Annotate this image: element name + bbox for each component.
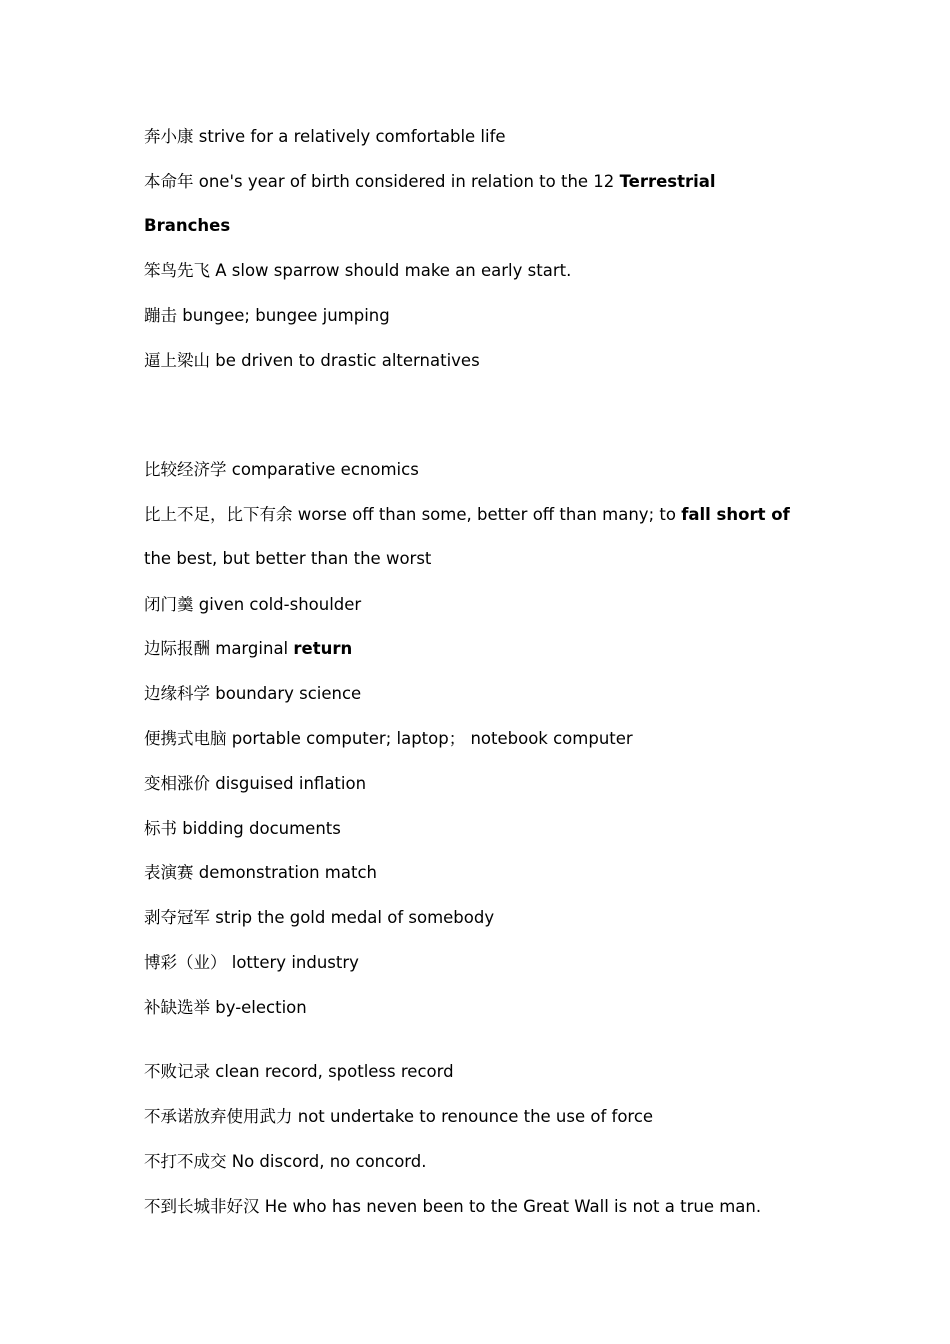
entry-english: not undertake to renounce the use of force [297, 1107, 654, 1126]
entry-english: the best, but better than the worst [144, 549, 432, 568]
entry-english: No discord, no concord. [231, 1152, 427, 1171]
entry-chinese: 边缘科学 [144, 684, 210, 703]
entry-line [144, 951, 359, 975]
entry-english: given cold-shoulder [198, 595, 362, 614]
entry-english: A slow sparrow should make an early start. [215, 261, 572, 280]
entry-line [144, 349, 480, 373]
entry-english: disguised inflation [215, 774, 367, 793]
entry-english: marginal [215, 639, 289, 658]
entry-english: lottery industry [231, 953, 359, 972]
entry-english: boundary science [215, 684, 362, 703]
entry-chinese: 博彩（业） [144, 953, 227, 972]
entry-chinese: 便携式电脑 [144, 729, 227, 748]
entry-chinese: 比较经济学 [144, 460, 227, 479]
entry-english: comparative ecnomics [231, 460, 419, 479]
entry-continuation [144, 214, 230, 238]
entry-english: bungee; bungee jumping [182, 306, 390, 325]
entry-chinese: 本命年 [144, 172, 194, 191]
entry-english-bold: return [293, 639, 353, 658]
entry-english: be driven to drastic alternatives [215, 351, 480, 370]
entry-english: one's year of birth considered in relation to the 12 [198, 172, 615, 191]
entry-english: strip the gold medal of somebody [215, 908, 495, 927]
entry-line [144, 125, 506, 149]
entry-english: portable computer; laptop； notebook computer [231, 729, 633, 748]
entry-line [144, 170, 716, 194]
entry-chinese: 补缺选举 [144, 998, 210, 1017]
entry-chinese: 奔小康 [144, 127, 194, 146]
entry-english-bold: fall short of [681, 505, 790, 524]
entry-english: He who has neven been to the Great Wall is not a true man. [264, 1197, 762, 1216]
entry-chinese: 不打不成交 [144, 1152, 227, 1171]
entry-line [144, 593, 361, 617]
entry-chinese: 变相涨价 [144, 774, 210, 793]
entry-chinese: 笨鸟先飞 [144, 261, 210, 280]
entry-chinese: 边际报酬 [144, 639, 210, 658]
entry-line [144, 861, 377, 885]
entry-continuation [144, 547, 431, 571]
entry-line [144, 637, 352, 661]
entry-english: demonstration match [198, 863, 377, 882]
entry-english: bidding documents [182, 819, 341, 838]
entry-line [144, 304, 390, 328]
entry-line [144, 906, 494, 930]
entry-english: by-election [215, 998, 307, 1017]
entry-line [144, 259, 571, 283]
entry-chinese: 剥夺冠军 [144, 908, 210, 927]
entry-chinese: 蹦击 [144, 306, 177, 325]
entry-line [144, 458, 419, 482]
entry-chinese: 标书 [144, 819, 177, 838]
entry-line [144, 772, 366, 796]
entry-line [144, 1060, 454, 1084]
entry-line [144, 1195, 761, 1219]
entry-chinese: 表演赛 [144, 863, 194, 882]
entry-english: worse off than some, better off than many; to [297, 505, 676, 524]
entry-english: strive for a relatively comfortable life [198, 127, 506, 146]
entry-line [144, 1150, 427, 1174]
entry-line [144, 503, 790, 527]
entry-line [144, 1105, 653, 1129]
entry-line [144, 682, 361, 706]
entry-english: clean record, spotless record [215, 1062, 454, 1081]
entry-chinese: 不承诺放弃使用武力 [144, 1107, 293, 1126]
entry-english-bold: Branches [144, 216, 231, 235]
entry-chinese: 比上不足，比下有余 [144, 505, 293, 524]
entry-line [144, 727, 633, 751]
entry-chinese: 逼上梁山 [144, 351, 210, 370]
entry-english-bold: Terrestrial [619, 172, 716, 191]
entry-line [144, 996, 307, 1020]
entry-chinese: 闭门羹 [144, 595, 194, 614]
entry-chinese: 不败记录 [144, 1062, 210, 1081]
entry-chinese: 不到长城非好汉 [144, 1197, 260, 1216]
entry-line [144, 817, 341, 841]
